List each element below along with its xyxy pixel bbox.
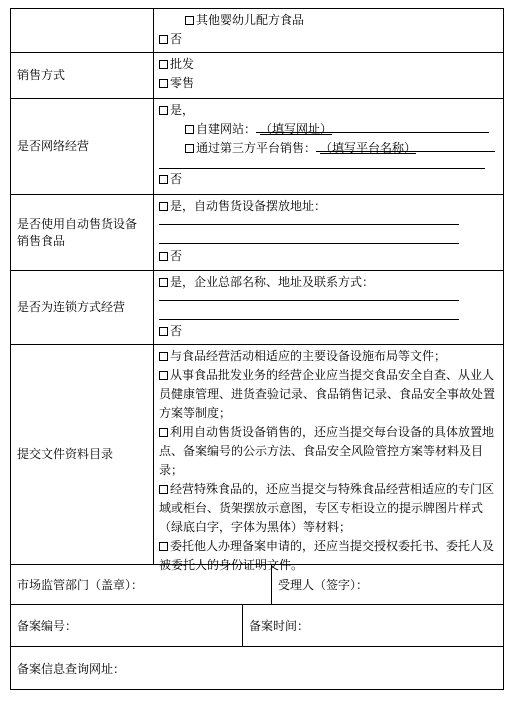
row-query-url [11, 647, 503, 689]
label-record-query-url: 备案信息查询网址： [17, 661, 126, 676]
option-yes-vending-address: 是，自动售货设备摆放地址： [170, 199, 327, 213]
row-label-empty [11, 9, 154, 52]
label-market-supervision-dept: 市场监管部门（盖章）： [17, 578, 144, 592]
row-chain-operation [11, 271, 503, 345]
blank-line[interactable] [159, 158, 485, 169]
label-record-time: 备案时间： [242, 605, 503, 646]
doc-item: 从事食品批发业务的经营企业应当提交食品安全自查、从业人员健康管理、进货查验记录、食品销售记录、食品安全事故处置方案等制度； [159, 368, 496, 420]
doc-item: 委托他人办理备案申请的，还应当提交授权委托书、委托人及被委托人的身份证明文件。 [159, 539, 495, 572]
label-submitted-documents: 提交文件资料目录 [11, 345, 154, 564]
checkbox[interactable] [159, 35, 168, 44]
checkbox[interactable] [159, 106, 168, 115]
checkbox[interactable] [159, 542, 168, 551]
checkbox[interactable] [159, 485, 168, 494]
checkbox[interactable] [159, 175, 168, 184]
doc-item: 利用自动售货设备销售的，还应当提交每台设备的具体放置地点、备案编号的公示方法、食品安全风险管控方案等材料及目录； [159, 425, 495, 477]
option-own-website: 自建网站： [196, 122, 257, 136]
url-hint: （填写网址） [260, 122, 333, 136]
option-no: 否 [170, 172, 183, 186]
checkbox[interactable] [159, 79, 168, 88]
doc-item: 与食品经营活动相适应的主要设备设施布局等文件； [159, 347, 499, 366]
label-sales-method: 销售方式 [11, 53, 154, 98]
label-record-number: 备案编号： [17, 619, 78, 633]
row-sales-method [11, 53, 503, 99]
option-third-party: 通过第三方平台销售： [196, 141, 317, 155]
option-other-infant-formula: 其他婴幼儿配方食品 [196, 13, 305, 27]
option-no: 否 [170, 324, 183, 338]
option-wholesale: 批发 [170, 57, 195, 71]
platform-hint: （填写平台名称） [320, 141, 417, 155]
option-yes-hq-info: 是，企业总部名称、地址及联系方式： [170, 275, 375, 289]
option-no: 否 [170, 32, 183, 46]
checkbox[interactable] [159, 371, 168, 380]
label-receiver-signature: 受理人（签字）： [271, 565, 503, 604]
row-vending-machine [11, 195, 503, 271]
checkbox[interactable] [159, 428, 168, 437]
blank-line[interactable] [159, 301, 459, 320]
label-vending-machine: 是否使用自动售货设备销售食品 [11, 195, 154, 270]
doc-item: 经营特殊食品的，还应当提交与特殊食品经营相适应的专门区域或柜台、货架摆放示意图，专区专柜设立的提示牌图片样式（绿底白字，字体为黑体）等材料； [159, 482, 495, 534]
checkbox[interactable] [159, 202, 168, 211]
checkbox[interactable] [159, 278, 168, 287]
filing-form-table [10, 8, 504, 690]
option-yes: 是， [170, 103, 195, 117]
row-online-operation [11, 99, 503, 195]
row-formula-food [11, 9, 503, 53]
label-online-operation: 是否网络经营 [11, 99, 154, 194]
row-submitted-documents [11, 345, 503, 572]
checkbox[interactable] [185, 144, 194, 153]
label-chain-operation: 是否为连锁方式经营 [11, 271, 154, 344]
checkbox[interactable] [185, 125, 194, 134]
option-retail: 零售 [170, 76, 195, 90]
option-no: 否 [170, 249, 183, 263]
blank-line[interactable] [159, 225, 459, 244]
row-record-no-time [11, 605, 503, 647]
checkbox[interactable] [185, 16, 194, 25]
checkbox[interactable] [159, 60, 168, 69]
checkbox[interactable] [159, 252, 168, 261]
checkbox[interactable] [159, 327, 168, 336]
blank-line[interactable] [159, 292, 459, 301]
blank-line[interactable] [159, 216, 459, 225]
checkbox[interactable] [159, 352, 168, 361]
